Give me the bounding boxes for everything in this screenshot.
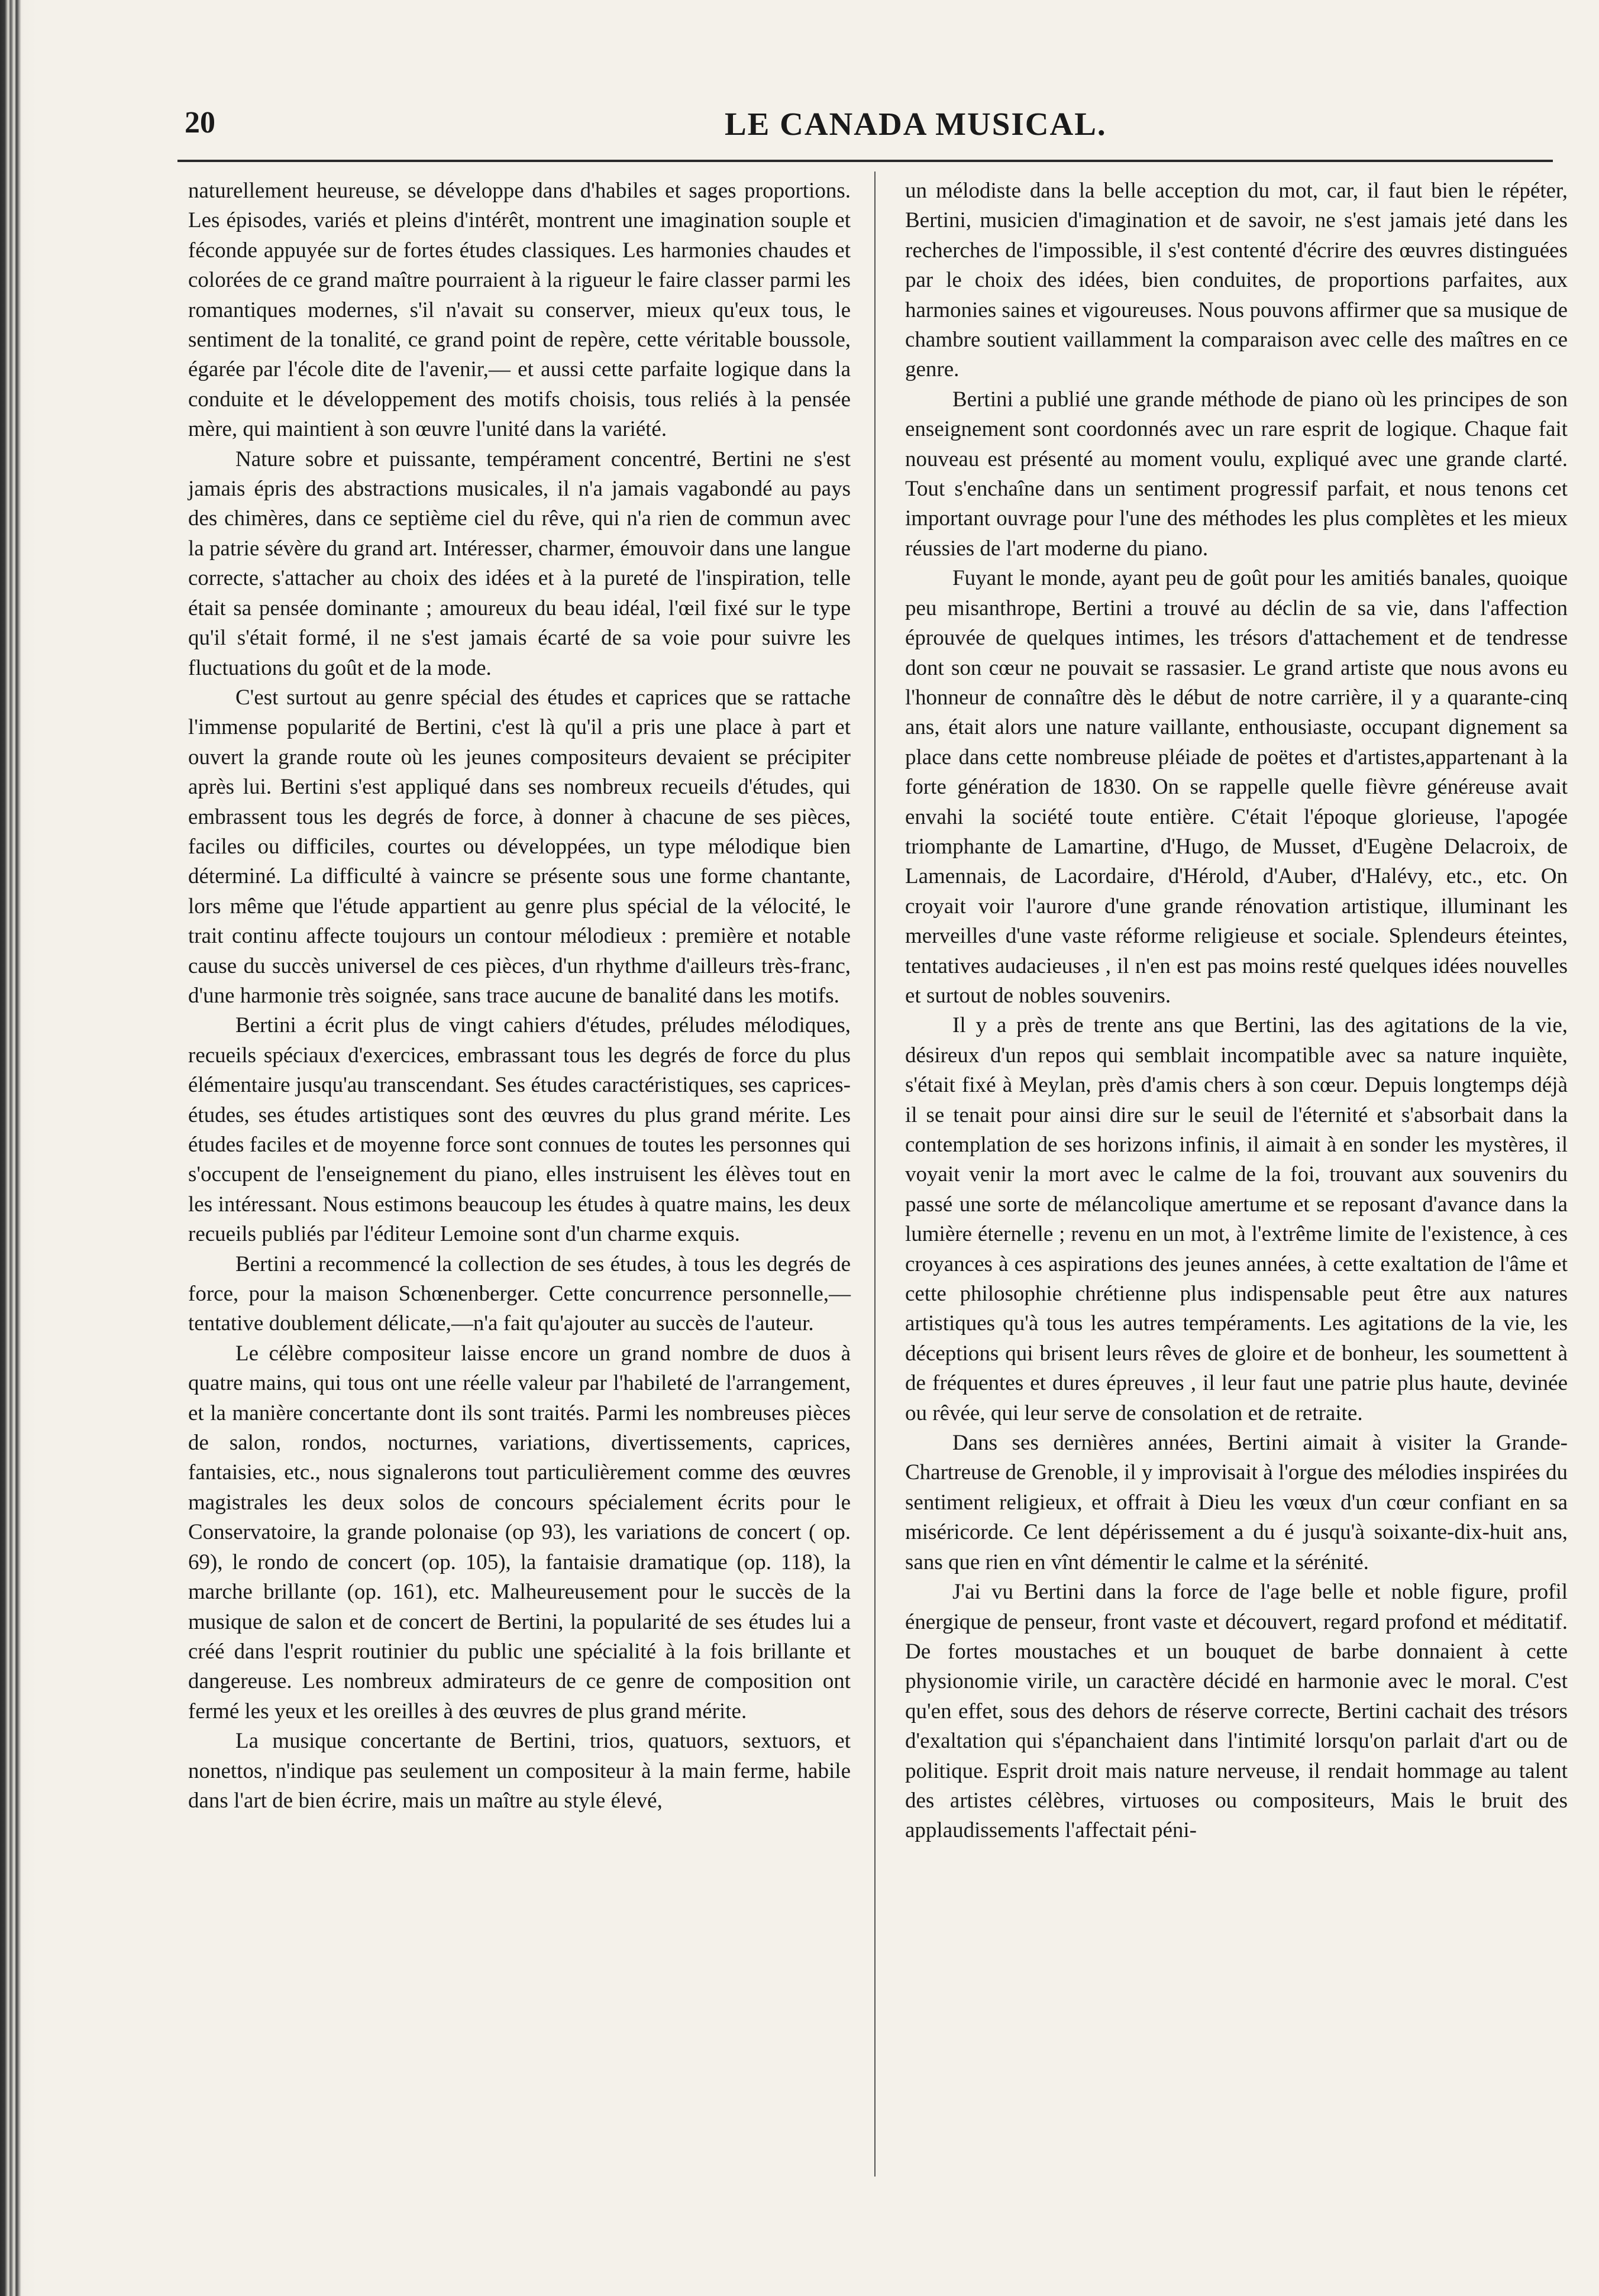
page-header	[177, 105, 1568, 153]
paragraph: naturellement heureuse, se développe dans d'habiles et sages proportions. Les épisodes, variés et pleins d'intérêt, montrent une imagination souple et féconde appuyée sur de fortes études classiques. Les harmonies chaudes et colorées de ce grand maître pourraient à la rigueur le faire classer parmi les romantiques modernes, s'il n'avait su conserver, mieux qu'eux tous, le sentiment de la tonalité, ce grand point de repère, cette véritable boussole, égarée par l'école dite de l'avenir,— et aussi cette parfaite logique dans la conduite et le développement des motifs choisis, tous reliés à la pensée mère, qui maintient à son œuvre l'unité dans la variété.	[188, 179, 851, 442]
journal-title: LE CANADA MUSICAL.	[725, 106, 1107, 142]
paragraph: Bertini a écrit plus de vingt cahiers d'études, préludes mélodiques, recueils spéciaux d'exercices, embrassant tous les degrés de force du plus élémentaire jusqu'au transcendant. Ses études caractéristiques, ses caprices-études, ses études artistiques sont des œuvres du plus grand mérite. Les études faciles et de moyenne force sont connues de toutes les personnes qui s'occupent de l'enseignement du piano, elles instruisent les élèves tout en les intéressant. Nous estimons beaucoup les études à quatre mains, les deux recueils publiés par l'éditeur Lemoine sont d'un charme exquis.	[188, 1013, 851, 1247]
right-column	[905, 176, 1568, 1846]
paragraph: Il y a près de trente ans que Bertini, las des agitations de la vie, désireux d'un repos qui semblait incompatible avec sa nature inquiète, s'était fixé à Meylan, près d'amis chers à son cœur. Depuis longtemps déjà il se tenait pour ainsi dire sur le seuil de l'éternité et s'absorbait dans la contemplation de ses horizons infinis, il aimait à en sonder les mystères, il voyait venir la mort avec le calme de la foi, trouvant aux souvenirs du passé une sorte de mélancolique amertume et se reposant d'avance dans la lumière éternelle ; revenu en un mot, à l'extrême limite de l'existence, à ces croyances à ces aspirations des jeunes années, à cette exaltation de l'âme et cette philosophie chrétienne plus indispensable peut être aux natures artistiques qu'à tous les autres tempéraments. Les agitations de la vie, les déceptions qui brisent leurs rêves de gloire et de bonheur, les soumettent à de fréquentes et dures épreuves , il leur faut une patrie plus haute, devinée ou rêvée, qui leur serve de consolation et de retraite.	[905, 1013, 1568, 1425]
paragraph: Le célèbre compositeur laisse encore un grand nombre de duos à quatre mains, qui tous ont une réelle valeur par l'habileté de l'arrangement, et la manière concertante dont ils sont traités. Parmi les nombreuses pièces de salon, rondos, nocturnes, variations, divertissements, caprices, fantaisies, etc., nous signalerons tout particulièrement comme des œuvres magistrales les deux solos de concours spécialement écrits pour le Conservatoire, la grande polonaise (op 93), les variations de concert ( op. 69), le rondo de concert (op. 105), la fantaisie dramatique (op. 118), la marche brillante (op. 161), etc. Malheureusement pour le succès de la musique de salon et de concert de Bertini, la popularité de ses études lui a créé dans l'esprit routinier du public une spécialité à la fois brillante et dangereuse. Les nombreux admirateurs de ce genre de composition ont fermé les yeux et les oreilles à des œuvres de plus grand mérite.	[188, 1341, 851, 1723]
paragraph: Bertini a recommencé la collection de ses études, à tous les degrés de force, pour la maison Schœnenberger. Cette concurrence personnelle,— tentative doublement délicate,—n'a fait qu'ajouter au succès de l'auteur.	[188, 1252, 851, 1336]
paragraph: Dans ses dernières années, Bertini aimait à visiter la Grande-Chartreuse de Grenoble, il y improvisait à l'orgue des mélodies inspirées du sentiment religieux, et offrait à Dieu les vœux d'un cœur confiant en sa miséricorde. Ce lent dépérissement a du é jusqu'à soixante-dix-huit ans, sans que rien en vînt démentir le calme et la sérénité.	[905, 1431, 1568, 1574]
paragraph: La musique concertante de Bertini, trios, quatuors, sextuors, et nonettos, n'indique pas seulement un compositeur à la main ferme, habile dans l'art de bien écrire, mais un maître au style élevé,	[188, 1729, 851, 1813]
paragraph: Bertini a publié une grande méthode de piano où les principes de son enseignement sont coordonnés avec un rare esprit de logique. Chaque fait nouveau est présenté au moment voulu, expliqué avec une grande clarté. Tout s'enchaîne dans un sentiment progressif parfait, et nous tenons cet important ouvrage pour l'une des méthodes les plus complètes et les mieux réussies de l'art moderne du piano.	[905, 387, 1568, 561]
paragraph: Fuyant le monde, ayant peu de goût pour les amitiés banales, quoique peu misanthrope, Bertini a trouvé au déclin de sa vie, dans l'affection éprouvée de quelques intimes, les trésors d'attachement et de tendresse dont son cœur ne pouvait se rassasier. Le grand artiste que nous avons eu l'honneur de connaître dès le début de notre carrière, il y a quarante-cinq ans, était alors une nature vaillante, enthousiaste, occupant dignement sa place dans cette nombreuse pléiade de poëtes et d'artistes,appartenant à la forte génération de 1830. On se rappelle quelle fièvre généreuse avait envahi la société toute entière. C'était l'époque glorieuse, l'apogée triomphante de Lamartine, d'Hugo, de Musset, d'Eugène Delacroix, de Lamennais, de Lacordaire, d'Hérold, d'Auber, d'Halévy, etc., etc. On croyait voir l'aurore d'une grande rénovation artistique, illuminant les merveilles d'une vaste réforme religieuse et sociale. Splendeurs éteintes, tentatives audacieuses , il n'en est pas moins resté quelques idées nouvelles et surtout de nobles souvenirs.	[905, 566, 1568, 1008]
page-number: 20	[185, 106, 215, 140]
paragraph: C'est surtout au genre spécial des études et caprices que se rattache l'immense popularité de Bertini, c'est là qu'il a pris une place à part et ouvert la grande route où les jeunes compositeurs devaient se précipiter après lui. Bertini s'est appliqué dans ses nombreux recueils d'études, qui embrassent tous les degrés de force, à donner à chacune de ses pièces, faciles ou difficiles, courtes ou développées, un type mélodique bien déterminé. La difficulté à vaincre se présente sous une forme chantante, lors même que l'étude appartient au genre plus spécial de la vélocité, le trait continu affecte toujours un contour mélodieux : première et notable cause du succès universel de ces pièces, d'un rhythme d'ailleurs très-franc, d'une harmonie très soignée, sans trace aucune de banalité dans les motifs.	[188, 685, 851, 1008]
header-rule	[177, 160, 1553, 162]
left-column	[188, 176, 851, 1816]
paragraph: Nature sobre et puissante, tempérament concentré, Bertini ne s'est jamais épris des abstractions musicales, il n'a jamais vagabondé au pays des chimères, dans ce septième ciel du rêve, qui n'a rien de commun avec la patrie sévère du grand art. Intéresser, charmer, émouvoir dans une langue correcte, s'attacher au choix des idées et à la pureté de l'inspiration, telle était sa pensée dominante ; amoureux du beau idéal, l'œil fixé sur le type qu'il s'était formé, il ne s'est jamais écarté de sa voie pour suivre les fluctuations du goût et de la mode.	[188, 447, 851, 680]
column-divider	[874, 172, 876, 2177]
paragraph: J'ai vu Bertini dans la force de l'age belle et noble figure, profil énergique de penseur, front vaste et découvert, regard profond et méditatif. De fortes moustaches et un bouquet de barbe donnaient à cette physionomie virile, un caractère décidé en harmonie avec le moral. C'est qu'en effet, sous des dehors de réserve correcte, Bertini cachait des trésors d'exaltation qui s'épanchaient dans l'intimité lorsqu'on parlait d'art ou de politique. Esprit droit mais nature nerveuse, il rendait hommage au talent des artistes célèbres, virtuoses ou compositeurs, Mais le bruit des applaudissements l'affectait péni-	[905, 1580, 1568, 1843]
paragraph: un mélodiste dans la belle acception du mot, car, il faut bien le répéter, Bertini, musicien d'imagination et de savoir, ne s'est jamais jeté dans les recherches de l'impossible, il s'est contenté d'écrire des œuvres distinguées par le choix des idées, bien conduites, de proportions parfaites, aux harmonies saines et vigoureuses. Nous pouvons affirmer que sa musique de chambre soutient vaillamment la comparaison avec celle des maîtres en ce genre.	[905, 179, 1568, 382]
page-binding-edge	[0, 0, 37, 2296]
